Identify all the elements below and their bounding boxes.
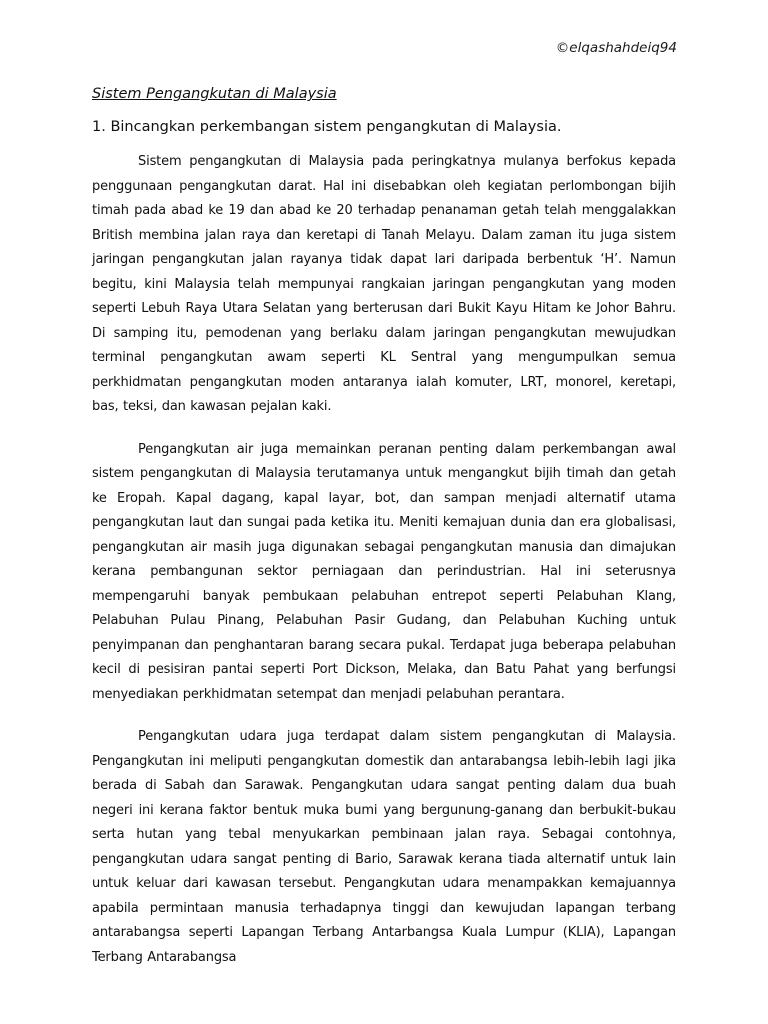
question-heading: 1. Bincangkan perkembangan sistem pengangkutan di Malaysia. <box>92 119 562 135</box>
paragraph-land-transport: Sistem pengangkutan di Malaysia pada peringkatnya mulanya berfokus kepada penggunaan pengangkutan darat. Hal ini disebabkan oleh kegiatan perlombongan bijih timah pada abad ke 19 dan abad ke 20 terhadap penanaman getah telah menggalakkan British membina jalan raya dan keretapi di Tanah Melayu. Dalam zaman itu juga sistem jaringan pengangkutan jalan rayanya tidak dapat lari daripada berbentuk ‘H’. Namun begitu, kini Malaysia telah mempunyai rangkaian jaringan pengangkutan yang moden seperti Lebuh Raya Utara Selatan yang berterusan dari Bukit Kayu Hitam ke Johor Bahru. Di samping itu, pemodenan yang berlaku dalam jaringan pengangkutan mewujudkan terminal pengangkutan awam seperti KL Sentral yang mengumpulkan semua perkhidmatan pengangkutan moden antaranya ialah komuter, LRT, monorel, keretapi, bas, teksi, dan kawasan pejalan kaki. <box>92 154 676 414</box>
author-credit: ©elqashahdeiq94 <box>555 40 677 56</box>
document-body <box>92 150 676 988</box>
paragraph-water-transport: Pengangkutan air juga memainkan peranan penting dalam perkembangan awal sistem pengangkutan di Malaysia terutamanya untuk mengangkut bijih timah dan getah ke Eropah. Kapal dagang, kapal layar, bot, dan sampan menjadi alternatif utama pengangkutan laut dan sungai pada ketika itu. Meniti kemajuan dunia dan era globalisasi, pengangkutan air masih juga digunakan sebagai pengangkutan manusia dan dimajukan kerana pembangunan sektor perniagaan dan perindustrian. Hal ini seterusnya mempengaruhi banyak pembukaan pelabuhan entrepot seperti Pelabuhan Klang, Pelabuhan Pulau Pinang, Pelabuhan Pasir Gudang, dan Pelabuhan Kuching untuk penyimpanan dan penghantaran barang secara pukal. Terdapat juga beberapa pelabuhan kecil di pesisiran pantai seperti Port Dickson, Melaka, dan Batu Pahat yang berfungsi menyediakan perkhidmatan setempat dan menjadi pelabuhan perantara. <box>92 441 676 702</box>
paragraph-air-transport: Pengangkutan udara juga terdapat dalam sistem pengangkutan di Malaysia. Pengangkutan ini meliputi pengangkutan domestik dan antarabangsa lebih-lebih lagi jika berada di Sabah dan Sarawak. Pengangkutan udara sangat penting dalam dua buah negeri ini kerana faktor bentuk muka bumi yang bergunung-ganang dan berbukit-bukau serta hutan yang tebal menyukarkan pembinaan jalan raya. Sebagai contohnya, pengangkutan udara sangat penting di Bario, Sarawak kerana tiada alternatif untuk lain untuk keluar dari kawasan tersebut. Pengangkutan udara menampakkan kemajuannya apabila permintaan manusia terhadapnya tinggi dan kewujudan lapangan terbang antarabangsa seperti Lapangan Terbang Antarbangsa Kuala Lumpur (KLIA), Lapangan Terbang Antarabangsa <box>92 729 676 965</box>
document-title: Sistem Pengangkutan di Malaysia <box>92 86 337 102</box>
